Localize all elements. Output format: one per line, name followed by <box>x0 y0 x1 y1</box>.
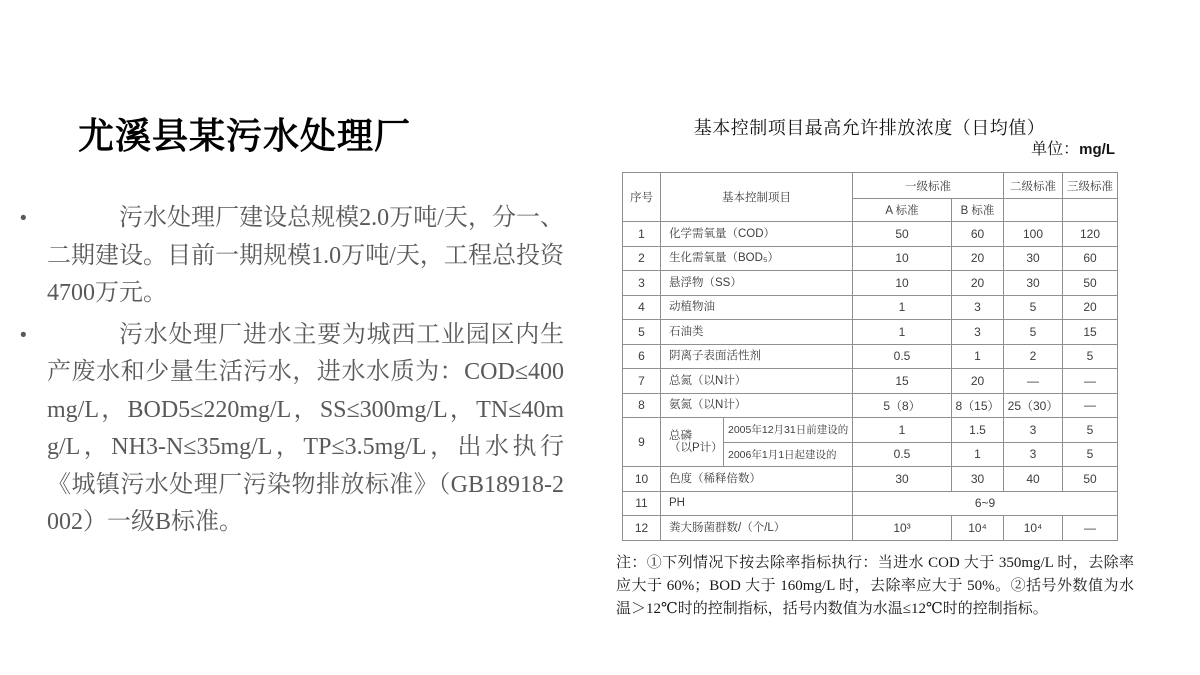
row-value: 1 <box>853 418 952 443</box>
header-item: 基本控制项目 <box>661 173 853 222</box>
bullet-item <box>20 317 564 542</box>
header-level1b: B 标准 <box>952 199 1004 222</box>
row-condition: 2006年1月1日起建设的 <box>724 442 853 467</box>
row-item: 阴离子表面活性剂 <box>661 344 853 369</box>
row-number: 5 <box>623 320 661 345</box>
row-item: 悬浮物（SS） <box>661 271 853 296</box>
row-value: 10 <box>853 271 952 296</box>
table-row <box>623 271 1118 296</box>
row-value: 10⁴ <box>952 516 1004 541</box>
page-title: 尤溪县某污水处理厂 <box>78 116 412 156</box>
row-value: — <box>1063 516 1118 541</box>
row-value: 40 <box>1004 467 1063 492</box>
row-value: 5 <box>1004 320 1063 345</box>
row-value: 5 <box>1004 295 1063 320</box>
row-number: 1 <box>623 222 661 247</box>
row-value: 3 <box>1004 418 1063 443</box>
row-item: 生化需氧量（BOD₅） <box>661 246 853 271</box>
table-body <box>623 222 1118 541</box>
row-value: — <box>1004 369 1063 394</box>
row-value: 10³ <box>853 516 952 541</box>
row-value: 25（30） <box>1004 393 1063 418</box>
header-row <box>623 173 1118 199</box>
header-empty-cell <box>1004 199 1063 222</box>
table-row <box>623 418 1118 443</box>
standards-table <box>622 172 1118 541</box>
table-row <box>623 222 1118 247</box>
row-item: PH <box>661 491 853 516</box>
row-value: 8（15） <box>952 393 1004 418</box>
table-row <box>623 295 1118 320</box>
row-condition: 2005年12月31日前建设的 <box>724 418 853 443</box>
row-value: 120 <box>1063 222 1118 247</box>
header-level2: 二级标准 <box>1004 173 1063 199</box>
row-value: 5 <box>1063 442 1118 467</box>
header-empty-cell <box>1063 199 1118 222</box>
row-number: 7 <box>623 369 661 394</box>
row-value: 1.5 <box>952 418 1004 443</box>
unit-label: 单位： <box>1031 141 1080 158</box>
row-value: 5（8） <box>853 393 952 418</box>
table-header <box>623 173 1118 222</box>
row-value: 1 <box>952 442 1004 467</box>
bullet-text-1: 污水处理厂建设总规模2.0万吨/天，分一、二期建设。目前一期规模1.0万吨/天，工程总投资4700万元。 <box>47 205 564 306</box>
row-value: 20 <box>952 271 1004 296</box>
row-value: 20 <box>952 246 1004 271</box>
unit-value: mg/L <box>1079 141 1115 158</box>
header-no: 序号 <box>623 173 661 222</box>
row-number: 6 <box>623 344 661 369</box>
row-value: 15 <box>1063 320 1118 345</box>
row-item: 石油类 <box>661 320 853 345</box>
row-value: 30 <box>853 467 952 492</box>
row-value: 6~9 <box>853 491 1118 516</box>
header-level1: 一级标准 <box>853 173 1004 199</box>
row-number: 8 <box>623 393 661 418</box>
row-item: 动植物油 <box>661 295 853 320</box>
row-item: 总氮（以N计） <box>661 369 853 394</box>
row-value: 5 <box>1063 344 1118 369</box>
row-number: 12 <box>623 516 661 541</box>
table-row <box>623 246 1118 271</box>
table-row <box>623 344 1118 369</box>
bullet-icon: • <box>20 208 27 229</box>
row-value: 2 <box>1004 344 1063 369</box>
row-value: 5 <box>1063 418 1118 443</box>
row-value: 1 <box>952 344 1004 369</box>
row-number: 2 <box>623 246 661 271</box>
table-row <box>623 467 1118 492</box>
table-row <box>623 516 1118 541</box>
row-value: 1 <box>853 320 952 345</box>
bullet-icon: • <box>20 324 27 346</box>
row-number: 10 <box>623 467 661 492</box>
row-value: 0.5 <box>853 442 952 467</box>
bullet-item <box>20 200 564 313</box>
unit-line <box>622 136 1115 159</box>
row-value: 50 <box>853 222 952 247</box>
table-row <box>623 320 1118 345</box>
row-number: 4 <box>623 295 661 320</box>
header-level3: 三级标准 <box>1063 173 1118 199</box>
row-value: 50 <box>1063 271 1118 296</box>
row-value: 15 <box>853 369 952 394</box>
row-value: 3 <box>952 295 1004 320</box>
row-item: 氨氮（以N计） <box>661 393 853 418</box>
table-row <box>623 491 1118 516</box>
row-value: 50 <box>1063 467 1118 492</box>
row-value: 60 <box>952 222 1004 247</box>
row-value: — <box>1063 369 1118 394</box>
row-value: 10 <box>853 246 952 271</box>
row-value: 60 <box>1063 246 1118 271</box>
row-value: 3 <box>1004 442 1063 467</box>
table-row <box>623 393 1118 418</box>
row-value: 30 <box>952 467 1004 492</box>
row-value: 0.5 <box>853 344 952 369</box>
row-number: 9 <box>623 418 661 467</box>
table-row <box>623 369 1118 394</box>
row-item: 化学需氧量（COD） <box>661 222 853 247</box>
row-value: — <box>1063 393 1118 418</box>
header-level1a: A 标准 <box>853 199 952 222</box>
row-value: 20 <box>1063 295 1118 320</box>
row-value: 3 <box>952 320 1004 345</box>
table-title: 基本控制项目最高允许排放浓度（日均值） <box>693 118 1046 138</box>
row-value: 1 <box>853 295 952 320</box>
row-item: 总磷 （以P计） <box>661 418 724 467</box>
row-number: 11 <box>623 491 661 516</box>
row-item: 色度（稀释倍数） <box>661 467 853 492</box>
table-note: 注：①下列情况下按去除率指标执行：当进水 COD 大于 350mg/L 时，去除率应大于 60%；BOD 大于 160mg/L 时，去除率应大于 50%。②括号外数值为水温＞12℃时的控制指标，括号内数值为水温≤12℃时的控制指标。 <box>616 555 1134 617</box>
row-value: 10⁴ <box>1004 516 1063 541</box>
row-value: 30 <box>1004 271 1063 296</box>
bullet-text-2: 污水处理厂进水主要为城西工业园区内生产废水和少量生活污水，进水水质为：COD≤400mg/L，BOD5≤220mg/L，SS≤300mg/L，TN≤40mg/L，NH3-N≤35mg/L，TP≤3.5mg/L，出水执行《城镇污水处理厂污染物排放标准》（GB18918-2002）一级B标准。 <box>47 321 564 535</box>
row-value: 30 <box>1004 246 1063 271</box>
row-value: 100 <box>1004 222 1063 247</box>
row-item: 粪大肠菌群数/（个/L） <box>661 516 853 541</box>
row-number: 3 <box>623 271 661 296</box>
bullet-list <box>20 200 564 546</box>
row-value: 20 <box>952 369 1004 394</box>
